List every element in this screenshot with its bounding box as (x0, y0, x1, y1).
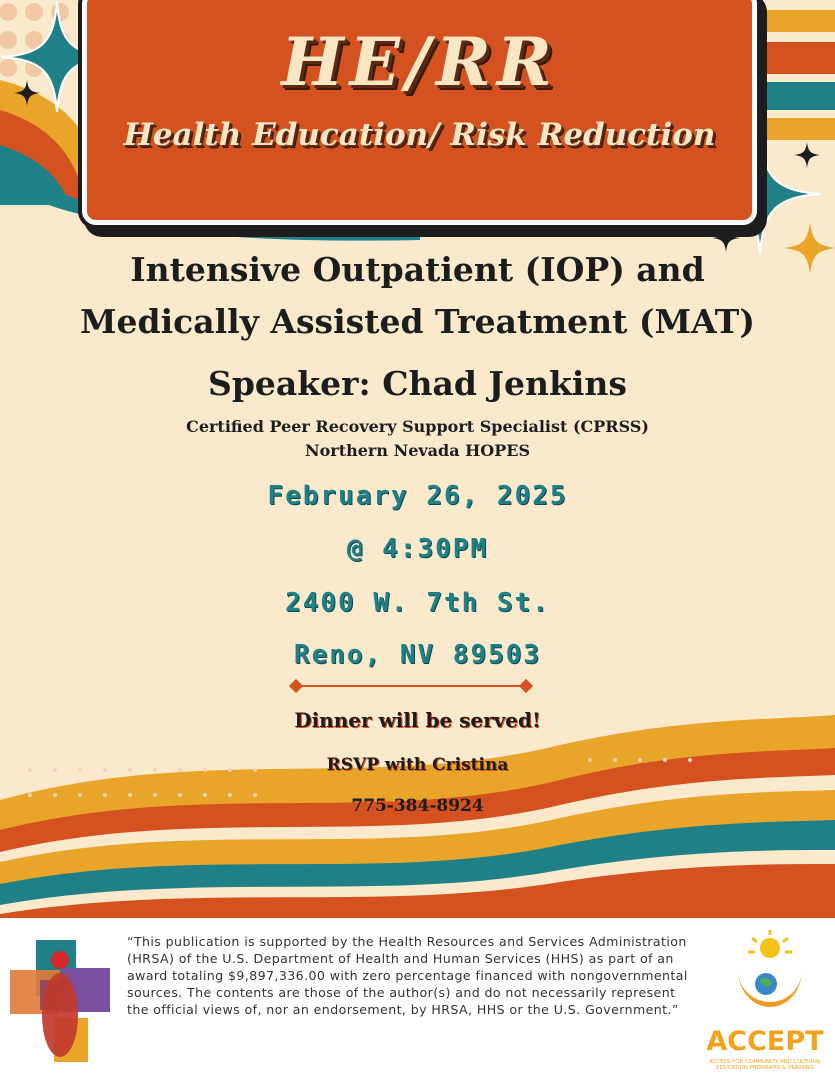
banner-title: HE/RR (281, 23, 558, 101)
accept-logo-tagline: ACCESS FOR COMMUNITY AND CULTURAL EDUCATION PROGRAMS & TRAINING (708, 1059, 822, 1071)
event-title-line2: Medically Assisted Treatment (MAT) (80, 302, 755, 341)
accept-sun-logo (730, 930, 806, 1026)
banner-subtitle: Health Education/ Risk Reduction (123, 117, 716, 153)
dinner-note: Dinner will be served! (294, 708, 541, 732)
accept-logo-name: ACCEPT (706, 1026, 824, 1057)
star-icon-black-left (14, 80, 40, 106)
address-street: 2400 W. 7th St. (285, 588, 550, 618)
speaker-organization: Northern Nevada HOPES (305, 441, 530, 460)
funding-disclaimer: “This publication is supported by the Health Resources and Services Administration (HRSA) of the U.S. Department of Health and Human Services (HHS) as part of an award totaling $9,897,336.00 with zero percentage financed with nongovernmental sources. The contents are those of the author(s) and do not necessarily represent the official views of, nor an endorsement, by HRSA, HHS or the U.S. Government.” (127, 934, 688, 1017)
rsvp-contact: RSVP with Cristina (326, 755, 509, 775)
speaker-credential: Certified Peer Recovery Support Specialist (CPRSS) (186, 417, 649, 436)
event-title-line1: Intensive Outpatient (IOP) and (130, 250, 705, 289)
event-date: February 26, 2025 (267, 481, 568, 511)
divider-line (288, 678, 534, 694)
event-time: @ 4:30PM (346, 534, 489, 564)
star-icon-black-right-small (712, 224, 740, 252)
title-banner (82, 0, 757, 225)
rsvp-phone: 775-384-8924 (351, 796, 484, 816)
cross-logo (10, 940, 116, 1064)
footer (0, 918, 835, 1080)
speaker-name: Speaker: Chad Jenkins (208, 364, 627, 403)
star-icon-black-right (794, 142, 820, 168)
address-city: Reno, NV 89503 (293, 640, 542, 670)
